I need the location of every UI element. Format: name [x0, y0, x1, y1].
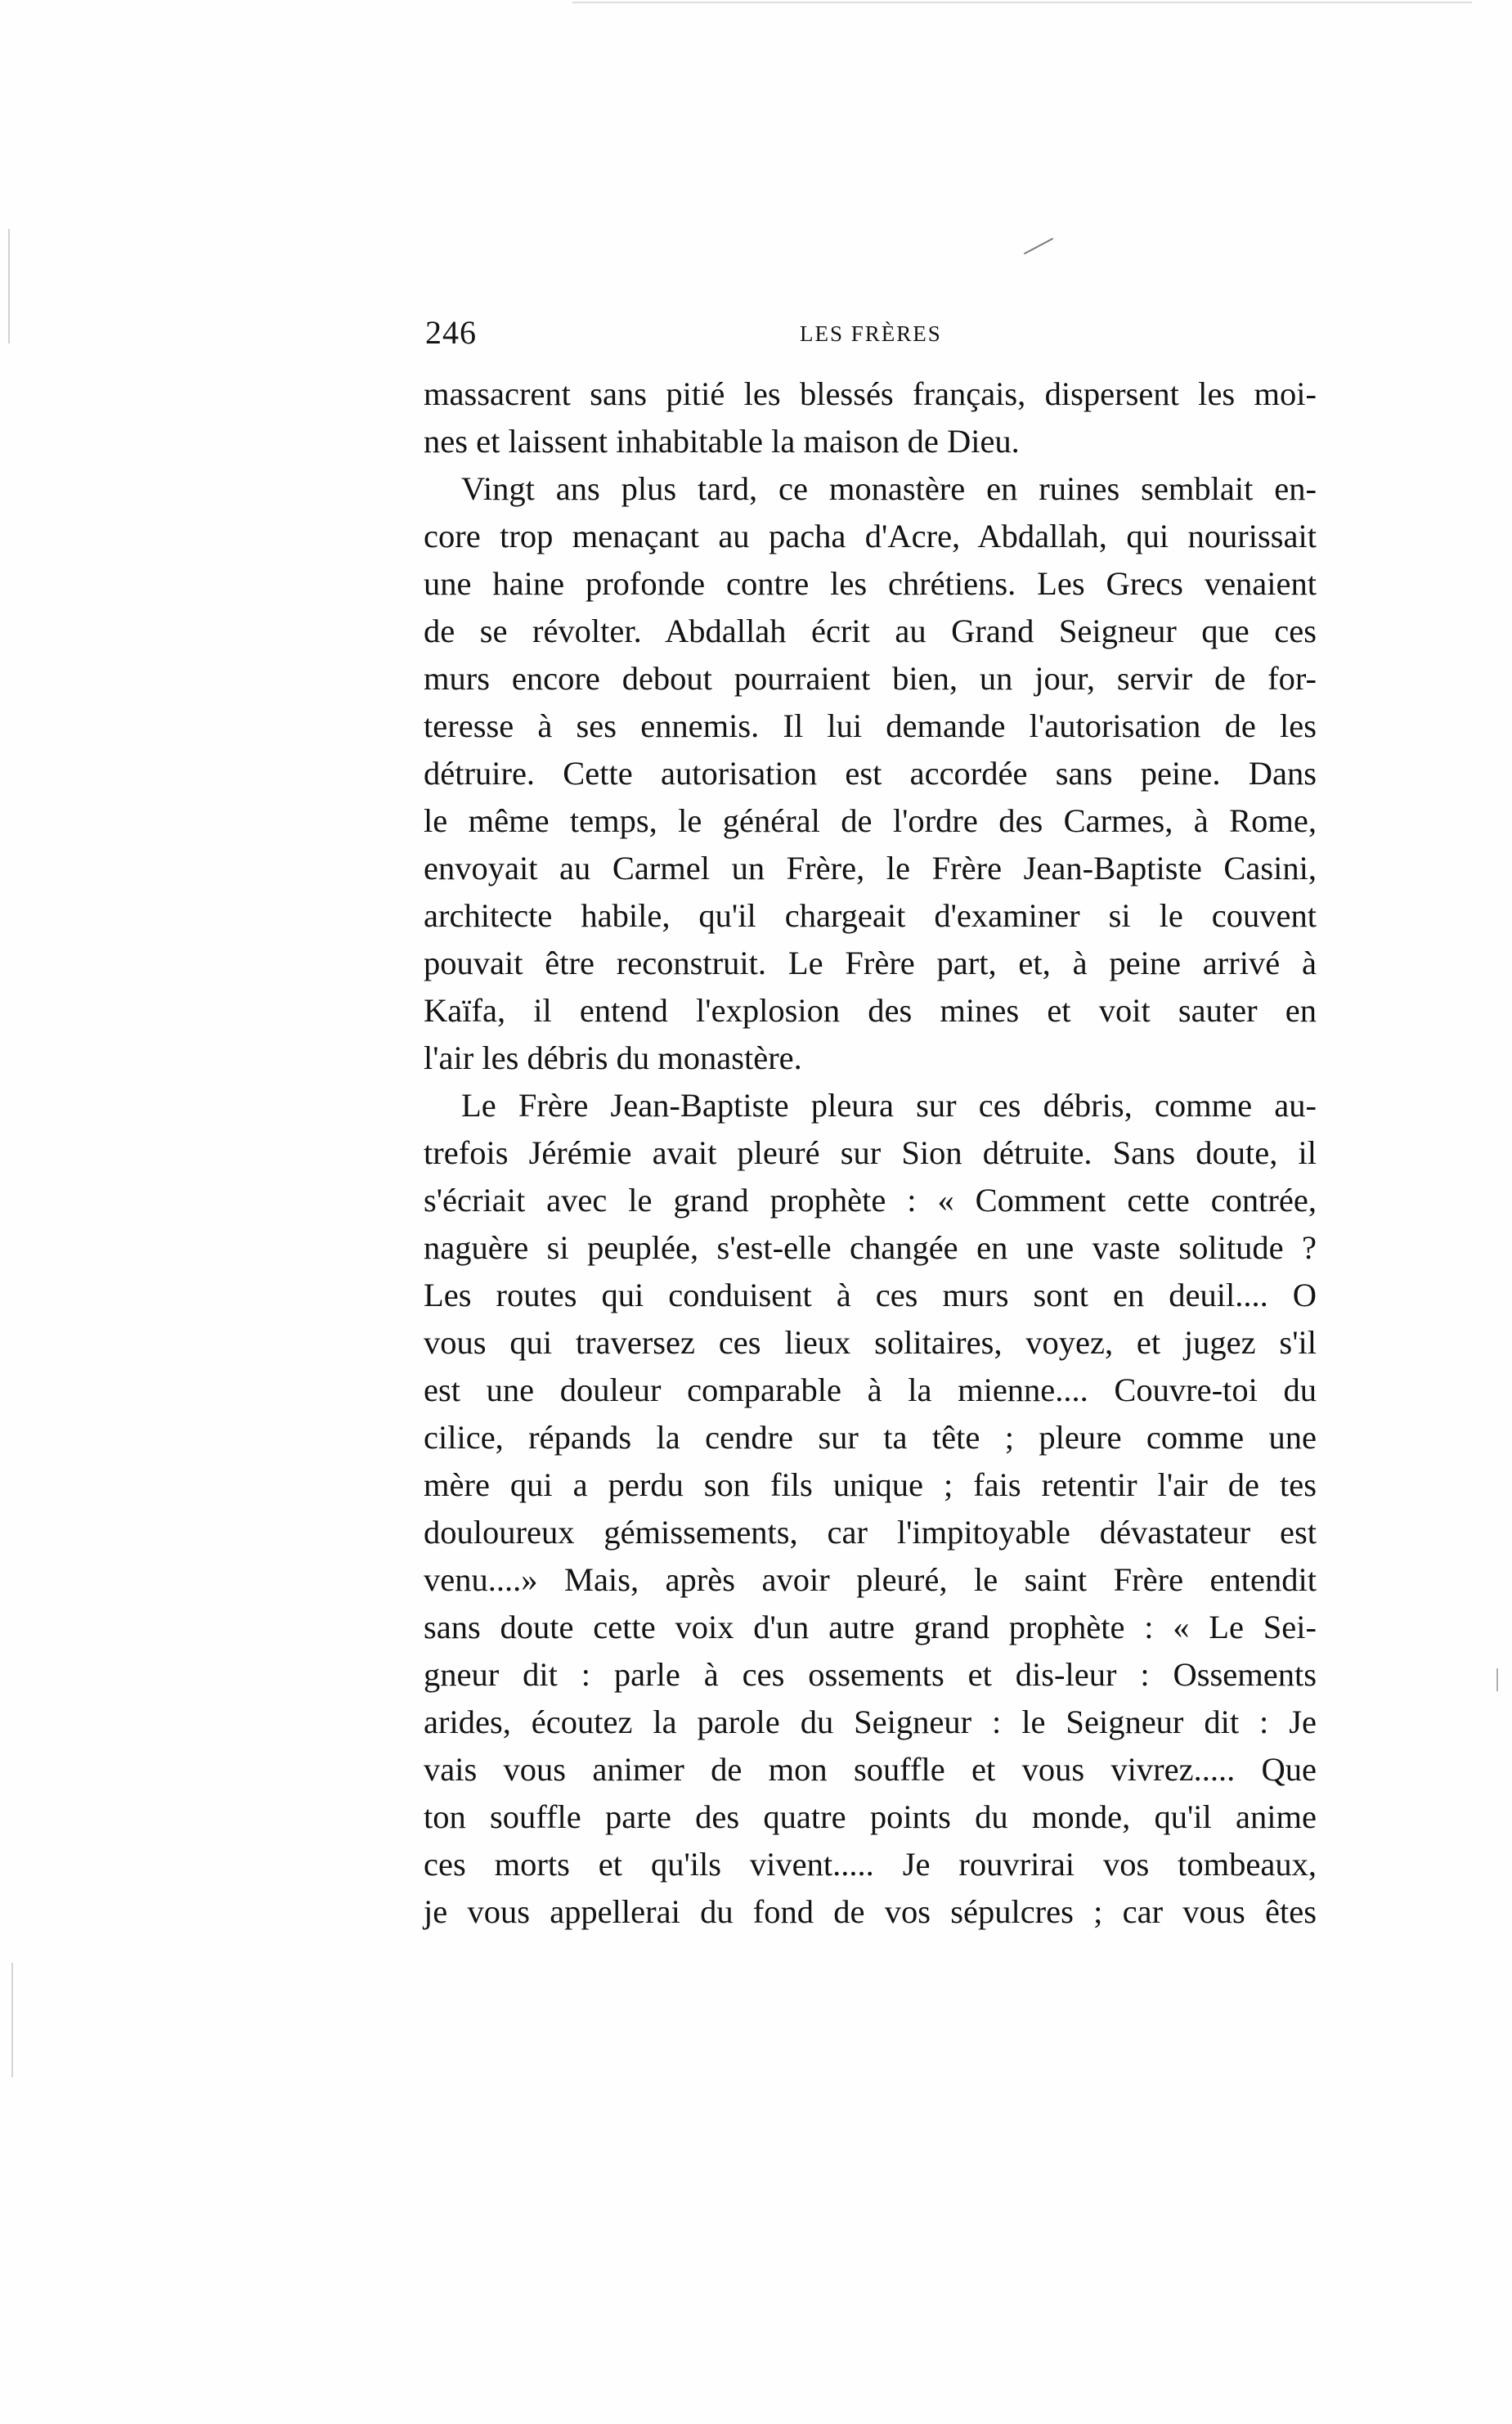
- text-line: ces morts et qu'ils vivent..... Je rouvrirai vos tombeaux,: [424, 1846, 1317, 1883]
- text-line: envoyait au Carmel un Frère, le Frère Jean-Baptiste Casini,: [424, 850, 1317, 887]
- text-line: est une douleur comparable à la mienne.... Couvre-toi du: [424, 1371, 1317, 1408]
- running-title: LES FRÈRES: [800, 321, 942, 346]
- text-line: de se révolter. Abdallah écrit au Grand Seigneur que ces: [424, 613, 1317, 649]
- text-line: arides, écoutez la parole du Seigneur : le Seigneur dit : Je: [424, 1704, 1317, 1740]
- text-line: Les routes qui conduisent à ces murs sont en deuil.... O: [424, 1277, 1317, 1313]
- text-line: mère qui a perdu son fils unique ; fais retentir l'air de tes: [424, 1466, 1317, 1503]
- scan-mark: [8, 229, 10, 343]
- text-line: l'air les débris du monastère.: [424, 1039, 802, 1076]
- text-line: teresse à ses ennemis. Il lui demande l'autorisation de les: [424, 707, 1317, 744]
- text-line: je vous appellerai du fond de vos sépulcres ; car vous êtes: [424, 1893, 1317, 1930]
- scan-mark: [1496, 1668, 1498, 1691]
- scan-mark: [11, 1963, 13, 2077]
- text-line: Kaïfa, il entend l'explosion des mines et voit sauter en: [424, 992, 1317, 1029]
- page-number: 246: [425, 314, 477, 351]
- text-line: douloureux gémissements, car l'impitoyable dévastateur est: [424, 1514, 1317, 1551]
- scan-mark: [1024, 238, 1053, 255]
- body-text: [424, 370, 1317, 1936]
- text-line: core trop menaçant au pacha d'Acre, Abdallah, qui nourissait: [424, 518, 1317, 554]
- text-line: Le Frère Jean-Baptiste pleura sur ces débris, comme au-: [461, 1087, 1317, 1124]
- text-line: murs encore debout pourraient bien, un jour, servir de for-: [424, 660, 1317, 697]
- text-line: naguère si peuplée, s'est-elle changée en une vaste solitude ?: [424, 1229, 1317, 1266]
- text-line: massacrent sans pitié les blessés français, dispersent les moi-: [424, 375, 1317, 412]
- text-line: pouvait être reconstruit. Le Frère part, et, à peine arrivé à: [424, 945, 1317, 981]
- text-line: architecte habile, qu'il chargeait d'examiner si le couvent: [424, 897, 1317, 934]
- text-line: vais vous animer de mon souffle et vous vivrez..... Que: [424, 1751, 1317, 1788]
- text-line: ton souffle parte des quatre points du monde, qu'il anime: [424, 1798, 1317, 1835]
- scan-mark: [572, 2, 1472, 3]
- text-line: le même temps, le général de l'ordre des Carmes, à Rome,: [424, 802, 1317, 839]
- text-line: nes et laissent inhabitable la maison de Dieu.: [424, 423, 1020, 460]
- text-line: gneur dit : parle à ces ossements et dis-leur : Ossements: [424, 1656, 1317, 1693]
- page-header: [425, 313, 1317, 362]
- text-line: s'écriait avec le grand prophète : « Comment cette contrée,: [424, 1182, 1317, 1219]
- text-line: venu....» Mais, après avoir pleuré, le saint Frère entendit: [424, 1561, 1317, 1598]
- text-line: sans doute cette voix d'un autre grand prophète : « Le Sei-: [424, 1609, 1317, 1645]
- text-line: une haine profonde contre les chrétiens. Les Grecs venaient: [424, 565, 1317, 602]
- text-line: Vingt ans plus tard, ce monastère en ruines semblait en-: [461, 470, 1317, 507]
- text-line: vous qui traversez ces lieux solitaires, voyez, et jugez s'il: [424, 1324, 1317, 1361]
- text-line: cilice, répands la cendre sur ta tête ; pleure comme une: [424, 1419, 1317, 1456]
- text-line: détruire. Cette autorisation est accordée sans peine. Dans: [424, 755, 1317, 792]
- text-line: trefois Jérémie avait pleuré sur Sion détruite. Sans doute, il: [424, 1134, 1317, 1171]
